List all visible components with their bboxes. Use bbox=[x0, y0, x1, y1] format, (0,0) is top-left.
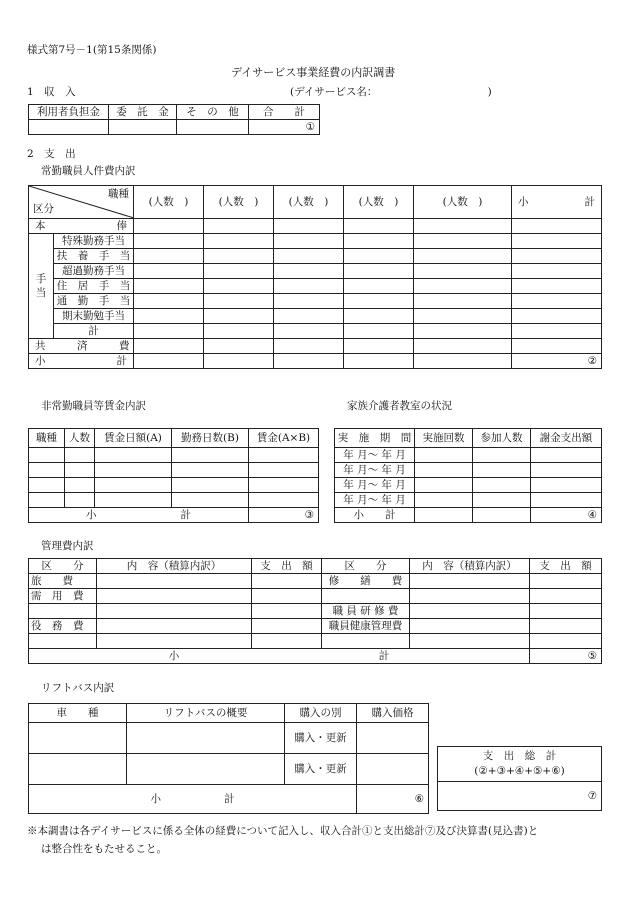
family-class-table bbox=[334, 428, 602, 523]
staff-cell[interactable] bbox=[134, 309, 204, 324]
row-mutual-aid: 共 済 費 bbox=[29, 339, 134, 354]
lift-col: 車 種 bbox=[29, 704, 127, 723]
income-col-commission: 委 託 金 bbox=[109, 105, 177, 120]
mgmt-total-cell[interactable]: ⑤ bbox=[530, 649, 602, 664]
staff-cell[interactable] bbox=[512, 219, 602, 234]
staff-cell[interactable] bbox=[204, 309, 274, 324]
lift-col: 購入価格 bbox=[357, 704, 429, 723]
staff-cell[interactable] bbox=[204, 249, 274, 264]
family-cell[interactable] bbox=[415, 508, 473, 523]
staff-cell[interactable] bbox=[414, 339, 512, 354]
expense-heading: 2 支 出 bbox=[27, 148, 76, 160]
mgmt-right-label: 修 繕 費 bbox=[322, 574, 410, 589]
part-col: 人数 bbox=[65, 429, 95, 448]
category-label: 区分 bbox=[33, 203, 54, 215]
part-cell[interactable] bbox=[29, 448, 65, 463]
mgmt-left-label bbox=[29, 604, 97, 619]
staff-cell[interactable] bbox=[344, 249, 414, 264]
row-allowance: 扶 養 手 当 bbox=[54, 249, 134, 264]
mgmt-col: 区 分 bbox=[322, 559, 410, 574]
staff-cell[interactable] bbox=[344, 279, 414, 294]
note-line-2: は整合性をもたせること。 bbox=[41, 843, 167, 855]
row-allowance: 住 居 手 当 bbox=[54, 279, 134, 294]
staff-cell[interactable] bbox=[512, 339, 602, 354]
staff-cell[interactable] bbox=[274, 279, 344, 294]
family-cell[interactable] bbox=[415, 493, 473, 508]
part-cell[interactable] bbox=[249, 478, 319, 493]
family-period[interactable]: 年 月～ 年 月 bbox=[335, 448, 415, 463]
family-col: 謝金支出額 bbox=[531, 429, 602, 448]
staff-cell[interactable] bbox=[134, 354, 204, 369]
staff-cell[interactable] bbox=[204, 354, 274, 369]
staff-cell[interactable] bbox=[134, 234, 204, 249]
mgmt-left-label: 旅 費 bbox=[29, 574, 97, 589]
mgmt-cell[interactable] bbox=[410, 619, 530, 634]
row-basic-pay: 本 俸 bbox=[29, 219, 134, 234]
family-cell[interactable] bbox=[473, 478, 531, 493]
staff-cell[interactable] bbox=[274, 324, 344, 339]
count-col: (人数 ) bbox=[344, 186, 414, 219]
grand-total-table bbox=[437, 746, 602, 811]
lift-cell[interactable] bbox=[357, 754, 429, 785]
part-cell[interactable] bbox=[249, 448, 319, 463]
allowance-group-label: 手当 bbox=[29, 234, 54, 339]
family-cell[interactable] bbox=[415, 463, 473, 478]
family-col: 実施回数 bbox=[415, 429, 473, 448]
staff-cell[interactable] bbox=[414, 279, 512, 294]
income-cell[interactable] bbox=[177, 120, 249, 135]
staff-cell[interactable] bbox=[512, 309, 602, 324]
mgmt-left-label: 役 務 費 bbox=[29, 619, 97, 634]
mgmt-heading: 管理費内訳 bbox=[41, 540, 94, 552]
staff-cell[interactable] bbox=[414, 324, 512, 339]
count-col: (人数 ) bbox=[134, 186, 204, 219]
staff-cell[interactable] bbox=[414, 234, 512, 249]
staff-cell[interactable] bbox=[134, 249, 204, 264]
staff-cell[interactable] bbox=[344, 354, 414, 369]
family-cell[interactable] bbox=[473, 493, 531, 508]
part-cell[interactable] bbox=[172, 448, 249, 463]
part-col: 賃金(A×B) bbox=[249, 429, 319, 448]
mgmt-cell[interactable] bbox=[252, 589, 322, 604]
lift-cell[interactable] bbox=[357, 723, 429, 754]
part-cell[interactable] bbox=[65, 463, 95, 478]
income-table bbox=[28, 104, 320, 135]
grand-total-header bbox=[438, 747, 602, 782]
mgmt-cell[interactable] bbox=[97, 619, 252, 634]
mgmt-cell[interactable] bbox=[530, 604, 602, 619]
part-total-cell[interactable]: ③ bbox=[249, 508, 319, 523]
mgmt-cell[interactable] bbox=[97, 574, 252, 589]
part-cell[interactable] bbox=[249, 463, 319, 478]
lift-heading: リフトバス内訳 bbox=[41, 682, 115, 694]
count-col: (人数 ) bbox=[204, 186, 274, 219]
staff-cell[interactable] bbox=[274, 309, 344, 324]
mgmt-cell[interactable] bbox=[410, 634, 530, 649]
staff-cell[interactable] bbox=[134, 279, 204, 294]
row-allowance: 通 勤 手 当 bbox=[54, 294, 134, 309]
part-cell[interactable] bbox=[172, 463, 249, 478]
part-cell[interactable] bbox=[172, 493, 249, 508]
mgmt-cell[interactable] bbox=[530, 634, 602, 649]
mgmt-cell[interactable] bbox=[97, 604, 252, 619]
staff-cell[interactable] bbox=[414, 249, 512, 264]
part-cell[interactable] bbox=[65, 478, 95, 493]
income-col-total: 合 計 bbox=[249, 105, 320, 120]
family-cell[interactable] bbox=[415, 448, 473, 463]
staff-cell[interactable] bbox=[344, 339, 414, 354]
family-heading: 家族介護者教室の状況 bbox=[347, 400, 452, 412]
income-total-cell[interactable]: ① bbox=[249, 120, 320, 135]
note-line-1: ※本調書は各デイサービスに係る全体の経費について記入し、収入合計①と支出総計⑦及び決算書(見込書)と bbox=[27, 825, 539, 837]
row-allowance: 超過勤務手当 bbox=[54, 264, 134, 279]
staff-heading: 常勤職員人件費内訳 bbox=[41, 165, 136, 177]
staff-cell[interactable] bbox=[274, 294, 344, 309]
part-cell[interactable] bbox=[95, 493, 172, 508]
staff-cell[interactable] bbox=[414, 264, 512, 279]
mgmt-cell[interactable] bbox=[410, 604, 530, 619]
family-cell[interactable] bbox=[473, 448, 531, 463]
income-heading: 1 収 入 bbox=[27, 86, 76, 98]
family-cell[interactable] bbox=[473, 463, 531, 478]
form-number: 様式第7号－1(第15条関係) bbox=[27, 44, 157, 56]
part-cell[interactable] bbox=[29, 493, 65, 508]
mgmt-cell[interactable] bbox=[252, 634, 322, 649]
staff-cell[interactable] bbox=[512, 249, 602, 264]
family-cell[interactable] bbox=[415, 478, 473, 493]
staff-cell[interactable] bbox=[274, 354, 344, 369]
staff-cell[interactable] bbox=[512, 324, 602, 339]
mgmt-col: 区 分 bbox=[29, 559, 97, 574]
mgmt-right-label: 職 員 研 修 費 bbox=[322, 604, 410, 619]
staff-table bbox=[28, 185, 602, 369]
mgmt-col: 支 出 額 bbox=[252, 559, 322, 574]
mgmt-cell[interactable] bbox=[252, 619, 322, 634]
mgmt-cell[interactable] bbox=[97, 589, 252, 604]
mgmt-right-label bbox=[322, 589, 410, 604]
mgmt-left-label: 需 用 費 bbox=[29, 589, 97, 604]
mgmt-col: 内 容（積算内訳） bbox=[97, 559, 252, 574]
mgmt-subtotal-label: 小 計 bbox=[29, 649, 530, 664]
part-col: 勤務日数(B) bbox=[172, 429, 249, 448]
staff-cell[interactable] bbox=[512, 294, 602, 309]
staff-cell[interactable] bbox=[414, 294, 512, 309]
part-cell[interactable] bbox=[95, 463, 172, 478]
mgmt-cell[interactable] bbox=[530, 574, 602, 589]
staff-header-corner bbox=[29, 186, 134, 219]
staff-cell[interactable] bbox=[344, 324, 414, 339]
family-total-cell[interactable]: ④ bbox=[531, 508, 602, 523]
family-period[interactable]: 年 月～ 年 月 bbox=[335, 493, 415, 508]
part-cell[interactable] bbox=[95, 478, 172, 493]
lift-purchase-type[interactable]: 購入・更新 bbox=[285, 723, 357, 754]
staff-cell[interactable] bbox=[134, 339, 204, 354]
family-cell[interactable] bbox=[473, 508, 531, 523]
staff-cell[interactable] bbox=[204, 219, 274, 234]
staff-cell[interactable] bbox=[134, 264, 204, 279]
mgmt-right-label bbox=[322, 634, 410, 649]
lift-total-cell[interactable]: ⑥ bbox=[357, 785, 429, 814]
mgmt-cell[interactable] bbox=[530, 619, 602, 634]
staff-cell[interactable] bbox=[274, 264, 344, 279]
staff-cell[interactable] bbox=[204, 234, 274, 249]
staff-cell[interactable] bbox=[344, 264, 414, 279]
lift-cell[interactable] bbox=[127, 754, 285, 785]
lift-col: リフトバスの概要 bbox=[127, 704, 285, 723]
part-cell[interactable] bbox=[172, 478, 249, 493]
part-cell[interactable] bbox=[95, 448, 172, 463]
family-cell[interactable] bbox=[531, 463, 602, 478]
staff-cell[interactable] bbox=[414, 219, 512, 234]
part-cell[interactable] bbox=[29, 478, 65, 493]
lift-col: 購入の別 bbox=[285, 704, 357, 723]
income-col-other: そ の 他 bbox=[177, 105, 249, 120]
mgmt-col: 支 出 額 bbox=[530, 559, 602, 574]
grand-total-title: 支 出 総 計 bbox=[482, 750, 557, 762]
grand-total-formula: (②+③+④+⑤+⑥) bbox=[474, 765, 565, 777]
mgmt-table bbox=[28, 558, 602, 664]
mgmt-left-label bbox=[29, 634, 97, 649]
family-col: 参加人数 bbox=[473, 429, 531, 448]
family-cell[interactable] bbox=[531, 478, 602, 493]
lift-cell[interactable] bbox=[29, 754, 127, 785]
lift-subtotal-label: 小 計 bbox=[29, 785, 357, 814]
mgmt-right-label: 職員健康管理費 bbox=[322, 619, 410, 634]
staff-cell[interactable] bbox=[344, 234, 414, 249]
part-cell[interactable] bbox=[29, 463, 65, 478]
part-subtotal-label: 小 計 bbox=[29, 508, 249, 523]
staff-cell[interactable] bbox=[274, 234, 344, 249]
staff-cell[interactable] bbox=[512, 264, 602, 279]
staff-cell[interactable] bbox=[204, 279, 274, 294]
row-allowance: 特殊勤務手当 bbox=[54, 234, 134, 249]
staff-cell[interactable] bbox=[344, 309, 414, 324]
service-name-field: (デイサービス名： ) bbox=[290, 86, 492, 98]
part-col: 賃金日額(A) bbox=[95, 429, 172, 448]
lift-cell[interactable] bbox=[29, 723, 127, 754]
staff-cell[interactable] bbox=[512, 234, 602, 249]
family-cell[interactable] bbox=[531, 493, 602, 508]
part-heading: 非常勤職員等賃金内訳 bbox=[41, 400, 146, 412]
staff-total-cell[interactable]: ② bbox=[512, 354, 602, 369]
staff-subtotal-col: 小 計 bbox=[512, 186, 602, 219]
staff-cell[interactable] bbox=[204, 294, 274, 309]
staff-cell[interactable] bbox=[204, 324, 274, 339]
mgmt-col: 内 容（積算内訳） bbox=[410, 559, 530, 574]
part-time-table bbox=[28, 428, 319, 523]
family-cell[interactable] bbox=[531, 448, 602, 463]
lift-cell[interactable] bbox=[127, 723, 285, 754]
staff-cell[interactable] bbox=[344, 219, 414, 234]
job-label: 職種 bbox=[108, 188, 129, 200]
staff-cell[interactable] bbox=[512, 279, 602, 294]
staff-cell[interactable] bbox=[204, 264, 274, 279]
part-col: 職種 bbox=[29, 429, 65, 448]
row-staff-subtotal: 小 計 bbox=[29, 354, 134, 369]
staff-cell[interactable] bbox=[204, 339, 274, 354]
staff-cell[interactable] bbox=[134, 294, 204, 309]
part-cell[interactable] bbox=[249, 493, 319, 508]
mgmt-cell[interactable] bbox=[97, 634, 252, 649]
lift-bus-table bbox=[28, 703, 429, 814]
count-col: (人数 ) bbox=[274, 186, 344, 219]
family-col: 実 施 期 間 bbox=[335, 429, 415, 448]
income-col-user: 利用者負担金 bbox=[29, 105, 109, 120]
family-period[interactable]: 年 月～ 年 月 bbox=[335, 478, 415, 493]
family-period[interactable]: 年 月～ 年 月 bbox=[335, 463, 415, 478]
staff-cell[interactable] bbox=[414, 354, 512, 369]
income-cell[interactable] bbox=[109, 120, 177, 135]
staff-cell[interactable] bbox=[134, 219, 204, 234]
mgmt-cell[interactable] bbox=[530, 589, 602, 604]
part-cell[interactable] bbox=[65, 493, 95, 508]
staff-cell[interactable] bbox=[274, 339, 344, 354]
row-allowance-total: 計 bbox=[54, 324, 134, 339]
mgmt-cell[interactable] bbox=[410, 589, 530, 604]
lift-purchase-type[interactable]: 購入・更新 bbox=[285, 754, 357, 785]
row-allowance: 期末勤勉手当 bbox=[54, 309, 134, 324]
mgmt-cell[interactable] bbox=[410, 574, 530, 589]
staff-cell[interactable] bbox=[344, 294, 414, 309]
page-title: デイサービス事業経費の内訳調書 bbox=[231, 66, 396, 79]
family-subtotal-label: 小 計 bbox=[335, 508, 415, 523]
income-cell[interactable] bbox=[29, 120, 109, 135]
staff-cell[interactable] bbox=[134, 324, 204, 339]
part-cell[interactable] bbox=[65, 448, 95, 463]
count-col: (人数 ) bbox=[414, 186, 512, 219]
grand-total-cell[interactable]: ⑦ bbox=[438, 782, 602, 811]
staff-cell[interactable] bbox=[274, 249, 344, 264]
staff-cell[interactable] bbox=[414, 309, 512, 324]
mgmt-cell[interactable] bbox=[252, 604, 322, 619]
staff-cell[interactable] bbox=[274, 219, 344, 234]
mgmt-cell[interactable] bbox=[252, 574, 322, 589]
